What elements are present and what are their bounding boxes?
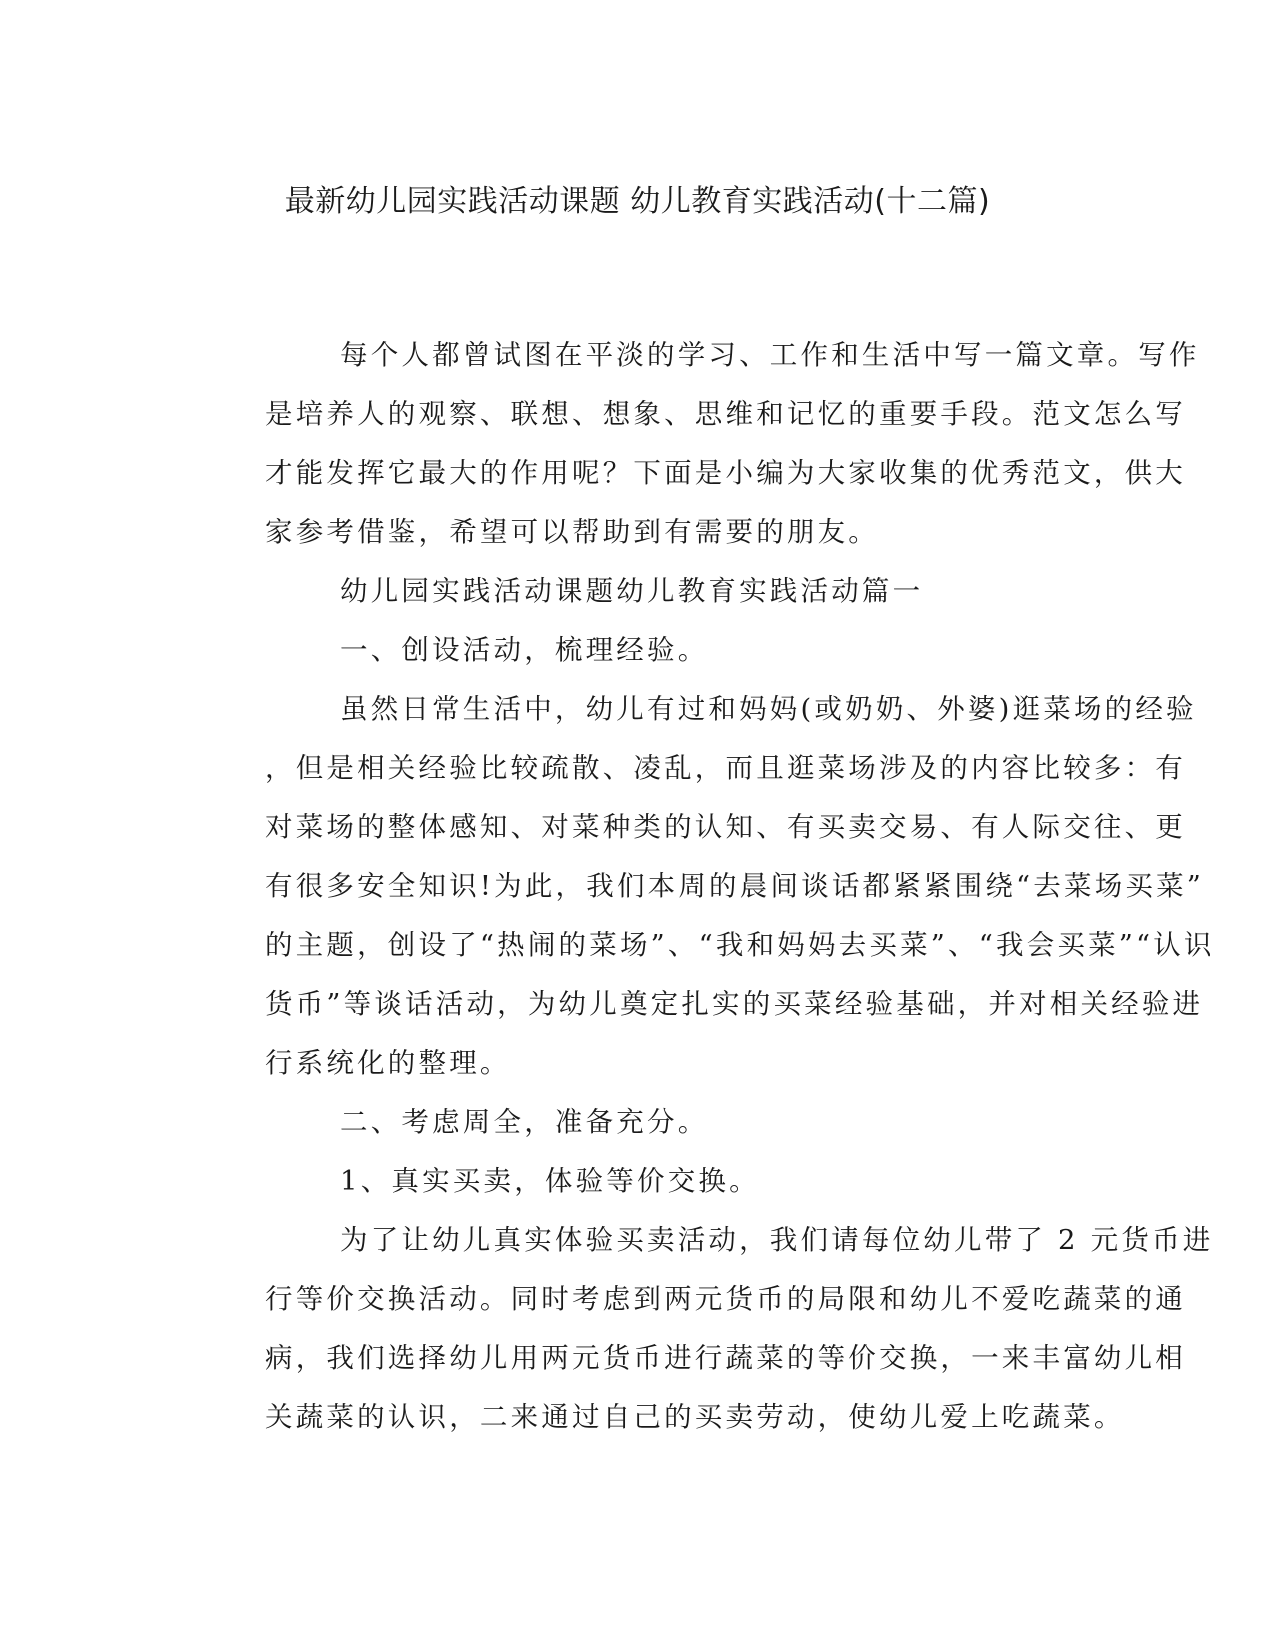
body-paragraph	[190, 1211, 1214, 1447]
subsection-heading-2	[190, 1093, 1088, 1152]
text-line: 一、创设活动，梳理经验。	[340, 634, 709, 666]
text-line: 行等价交换活动。同时考虑到两元货币的局限和幼儿不爱吃蔬菜的通	[265, 1283, 1186, 1315]
text-line: 为了让幼儿真实体验买卖活动，我们请每位幼儿带了 2 元货币进	[340, 1224, 1214, 1256]
text-line: 行系统化的整理。	[265, 1047, 511, 1079]
document-body	[190, 326, 1215, 1447]
text-line: 病，我们选择幼儿用两元货币进行蔬菜的等价交换，一来丰富幼儿相	[265, 1342, 1186, 1374]
body-paragraph	[190, 680, 1215, 1093]
text-line: 1、真实买卖，体验等价交换。	[340, 1165, 760, 1197]
text-line: ，但是相关经验比较疏散、凌乱，而且逛菜场涉及的内容比较多：有	[265, 752, 1186, 784]
text-line: 虽然日常生活中，幼儿有过和妈妈(或奶奶、外婆)逛菜场的经验	[340, 693, 1197, 725]
text-line: 的主题，创设了“热闹的菜场”、“我和妈妈去买菜”、“我会买菜”“认识	[265, 929, 1215, 961]
document-title: 最新幼儿园实践活动课题 幼儿教育实践活动(十二篇)	[284, 184, 991, 219]
text-line: 有很多安全知识!为此，我们本周的晨间谈话都紧紧围绕“去菜场买菜”	[265, 870, 1205, 902]
section-heading	[190, 562, 1088, 621]
text-line: 幼儿园实践活动课题幼儿教育实践活动篇一	[340, 575, 924, 607]
text-line: 对菜场的整体感知、对菜种类的认知、有买卖交易、有人际交往、更	[265, 811, 1186, 843]
subsection-heading-1	[190, 621, 1088, 680]
intro-paragraph	[190, 326, 1200, 562]
text-line: 是培养人的观察、联想、想象、思维和记忆的重要手段。范文怎么写	[265, 398, 1186, 430]
text-line: 家参考借鉴，希望可以帮助到有需要的朋友。	[265, 516, 879, 548]
text-line: 货币”等谈话活动，为幼儿奠定扎实的买菜经验基础，并对相关经验进	[265, 988, 1204, 1020]
text-line: 每个人都曾试图在平淡的学习、工作和生活中写一篇文章。写作	[340, 339, 1200, 371]
numbered-heading	[190, 1152, 1088, 1211]
text-line: 关蔬菜的认识，二来通过自己的买卖劳动，使幼儿爱上吃蔬菜。	[265, 1401, 1125, 1433]
text-line: 才能发挥它最大的作用呢？下面是小编为大家收集的优秀范文，供大	[265, 457, 1186, 489]
text-line: 二、考虑周全，准备充分。	[340, 1106, 709, 1138]
